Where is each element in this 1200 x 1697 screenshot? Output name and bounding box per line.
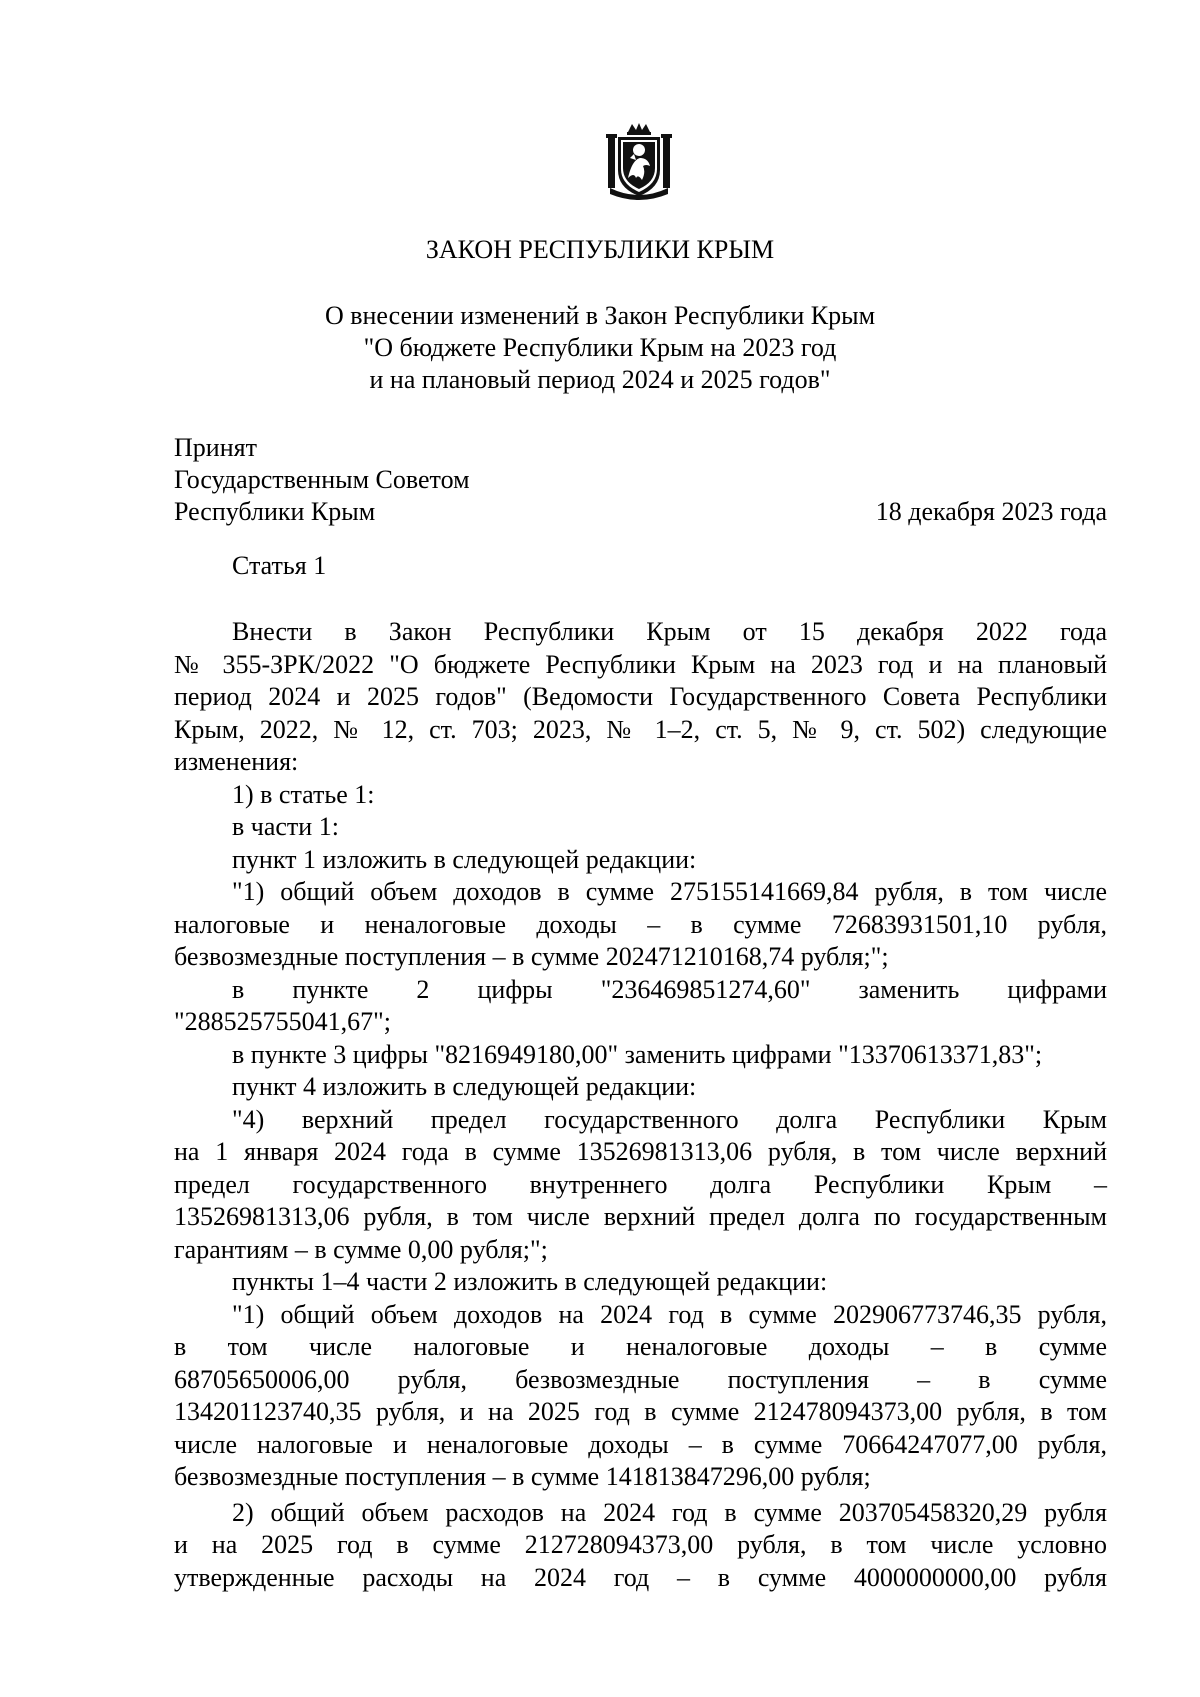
body-line: 68705650006,00 рубля, безвозмездные поступления – в сумме (174, 1364, 1107, 1394)
law-title-line: "О бюджете Республики Крым на 2023 год (363, 333, 837, 362)
body-line: "1) общий объем доходов на 2024 год в сумме 202906773746,35 рубля, (232, 1299, 1107, 1329)
body-line: Крым, 2022, № 12, ст. 703; 2023, № 1–2, ст. 5, № 9, ст. 502) следующие (174, 714, 1107, 744)
body-line: на 1 января 2024 года в сумме 13526981313,06 рубля, в том числе верхний (174, 1137, 1107, 1166)
body-line: пункт 1 изложить в следующей редакции: (232, 844, 697, 874)
adoption-block (174, 432, 470, 528)
body-line: в пункте 3 цифры "8216949180,00" заменить цифрами "13370613371,83"; (232, 1039, 1043, 1069)
body-line: 13526981313,06 рубля, в том числе верхний предел долга по государственным (174, 1202, 1107, 1231)
body-line: Внести в Закон Республики Крым от 15 декабря 2022 года (232, 617, 1107, 646)
body-line: и на 2025 год в сумме 212728094373,00 рубля, в том числе условно (174, 1530, 1107, 1559)
crimea-coat-of-arms-icon (606, 122, 672, 200)
law-title (0, 300, 1200, 396)
body-line: пункт 4 изложить в следующей редакции: (232, 1072, 697, 1101)
body-line: "4) верхний предел государственного долга Республики Крым (232, 1104, 1107, 1134)
adoption-line: Принят (174, 433, 257, 462)
body-line: "1) общий объем доходов в сумме 275155141669,84 рубля, в том числе (232, 877, 1107, 906)
body-line: гарантиям – в сумме 0,00 рубля;"; (174, 1234, 548, 1264)
body-line: № 355-ЗРК/2022 "О бюджете Республики Крым на 2023 год и на плановый (174, 649, 1107, 679)
body-line: изменения: (174, 747, 299, 776)
law-title-line: и на плановый период 2024 и 2025 годов" (369, 365, 831, 394)
body-line: период 2024 и 2025 годов" (Ведомости Государственного Совета Республики (174, 682, 1107, 711)
document-type-heading: ЗАКОН РЕСПУБЛИКИ КРЫМ (425, 235, 775, 264)
article-body (174, 616, 1107, 1594)
body-line: предел государственного внутреннего долга Республики Крым – (174, 1169, 1107, 1199)
adoption-line: Республики Крым (174, 497, 376, 526)
body-line: 134201123740,35 рубля, и на 2025 год в сумме 212478094373,00 рубля, в том (174, 1397, 1107, 1426)
body-line: 2) общий объем расходов на 2024 год в сумме 203705458320,29 рубля (232, 1497, 1107, 1527)
article-heading: Статья 1 (232, 551, 327, 580)
body-line: в части 1: (232, 812, 339, 841)
body-line: 1) в статье 1: (232, 779, 375, 809)
body-line: утвержденные расходы на 2024 год – в сумме 4000000000,00 рубля (174, 1562, 1107, 1592)
body-line: налоговые и неналоговые доходы – в сумме 72683931501,10 рубля, (174, 909, 1107, 939)
adoption-date: 18 декабря 2023 года (875, 497, 1107, 526)
body-line: безвозмездные поступления – в сумме 141813847296,00 рубля; (174, 1462, 871, 1491)
adoption-line: Государственным Советом (174, 465, 470, 494)
body-line: безвозмездные поступления – в сумме 202471210168,74 рубля;"; (174, 942, 889, 971)
body-line: "288525755041,67"; (174, 1007, 391, 1036)
law-title-line: О внесении изменений в Закон Республики Крым (324, 301, 876, 330)
body-line: числе налоговые и неналоговые доходы – в сумме 70664247077,00 рубля, (174, 1429, 1107, 1459)
body-line: в пункте 2 цифры "236469851274,60" заменить цифрами (232, 974, 1107, 1004)
body-line: в том числе налоговые и неналоговые доходы – в сумме (174, 1332, 1107, 1361)
body-line: пункты 1–4 части 2 изложить в следующей редакции: (232, 1267, 828, 1296)
